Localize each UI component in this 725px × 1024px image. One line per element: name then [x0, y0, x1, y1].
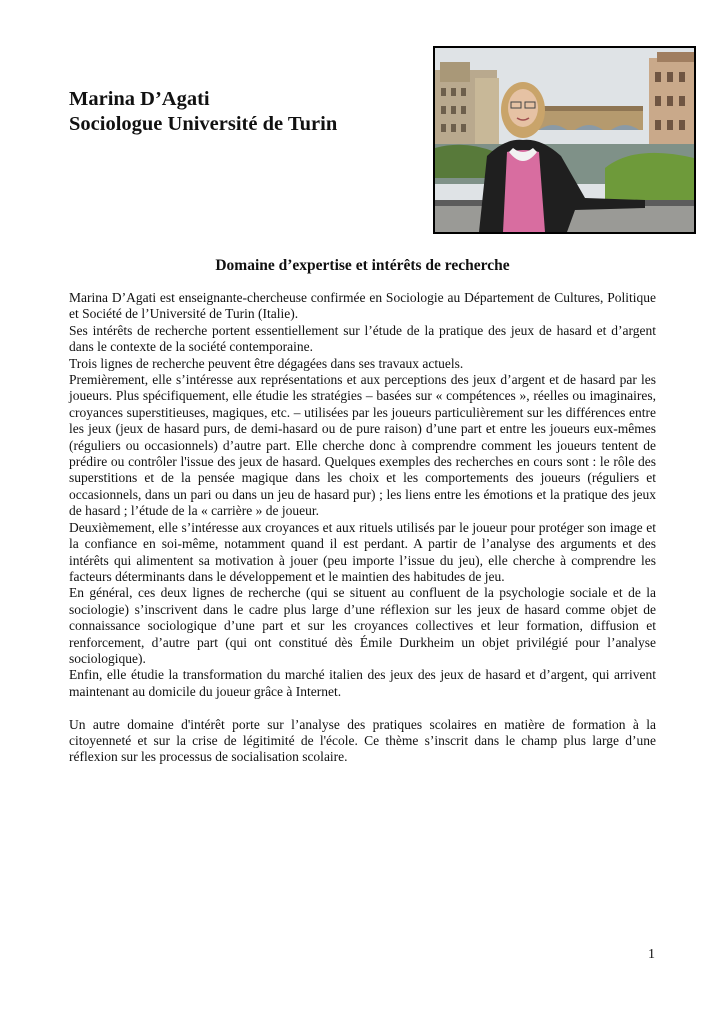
- portrait-photo: [433, 46, 696, 234]
- paragraph: Ses intérêts de recherche portent essentiellement sur l’étude de la pratique des jeux de hasard et d’argent dans le contexte de la société contemporaine.: [69, 322, 656, 355]
- paragraph: Trois lignes de recherche peuvent être dégagées dans ses travaux actuels.: [69, 355, 464, 371]
- author-name: Marina D’Agati: [69, 88, 210, 110]
- section-heading: Domaine d’expertise et intérêts de recherche: [215, 257, 510, 274]
- paragraph: En général, ces deux lignes de recherche (qui se situent au confluent de la psychologie sociale et de la sociologie) s’inscrivent dans le cadre plus large d’une réflexion sur les jeux de hasard comme objet de connaissance sociologique d’une part et sur les croyances collectives et leur formation, diffusion et renforcement, d’autre part (qui ont constitué dès Émile Durkheim un objet privilégié pour l’analyse sociologique).: [69, 585, 656, 666]
- paragraph: Premièrement, elle s’intéresse aux représentations et aux perceptions des jeux d’argent et de hasard par les joueurs. Plus spécifiquement, elle étudie les stratégies – basées sur « compétences », réelles ou imaginaires, croyances superstitieuses, magiques, etc. – utilisées par les joueurs particulièrement sur les différences entre les jeux (jeux de hasard purs, de demi-hasard ou de pure raison) d’une part et entre les joueurs eux-mêmes (réguliers ou occasionnels) d’autre part. Elle cherche donc à comprendre comment les joueurs tentent de prédire ou contrôler l'issue des jeux de hasard. Quelques exemples des recherches en cours sont : le rôle des superstitions et de la pensée magique dans les choix et les comportements des joueurs (réguliers et occasionnels, dans un pari ou dans un jeu de hasard pur) ; les liens entre les émotions et la pratique des jeux de hasard ; l’étude de la « carrière » de joueur.: [69, 372, 656, 519]
- paragraph: Un autre domaine d'intérêt porte sur l’analyse des pratiques scolaires en matière de formation à la citoyenneté et sur la crise de légitimité de l'école. Ce thème s’inscrit dans le champ plus large d’une réflexion sur les processus de socialisation scolaire.: [69, 716, 656, 765]
- author-role: Sociologue Université de Turin: [69, 113, 338, 135]
- portrait-illustration: [435, 48, 694, 232]
- page-number: 1: [648, 947, 655, 962]
- paragraph: Deuxièmement, elle s’intéresse aux croyances et aux rituels utilisés par le joueur pour protéger son image et la confiance en soi-même, notamment quand il est perdant. A partir de l’analyse des arguments et des intérêts qui alimentent sa motivation à jouer (peu importe l’issue du jeu), elle cherche à comprendre les facteurs déterminants dans le développement et le maintien des habitudes de jeu.: [69, 519, 656, 584]
- body-text: [69, 290, 656, 766]
- paragraph: Marina D’Agati est enseignante-chercheuse confirmée en Sociologie au Département de Cultures, Politique et Société de l’Université de Turin (Italie).: [69, 290, 656, 322]
- document-title: [69, 87, 337, 137]
- paragraph: Enfin, elle étudie la transformation du marché italien des jeux des jeux de hasard et d’argent, qui arrivent maintenant au domicile du joueur grâce à Internet.: [69, 667, 656, 699]
